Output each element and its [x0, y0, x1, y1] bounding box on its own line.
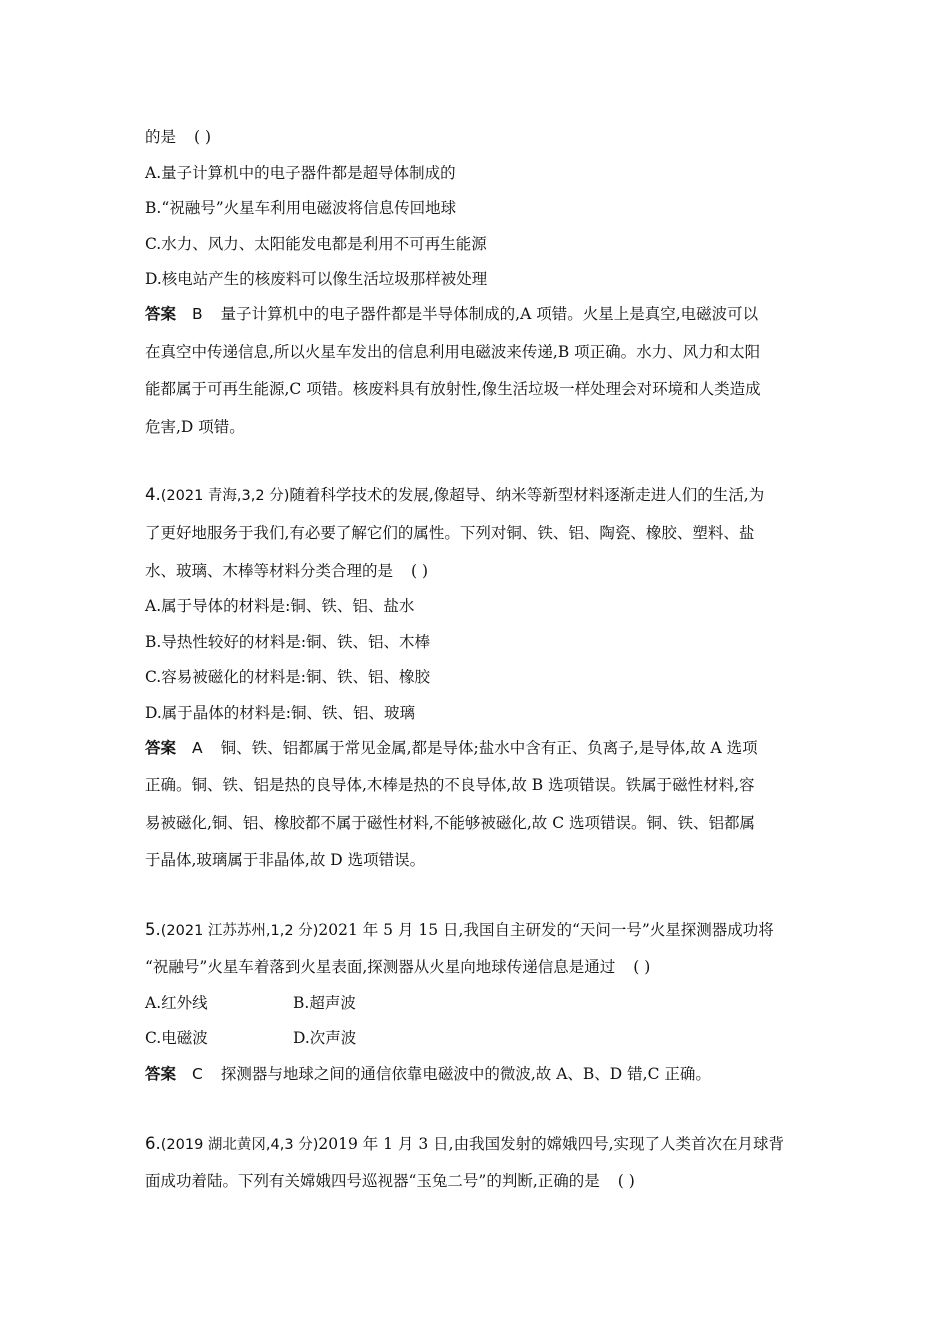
q4-stem-line: 了更好地服务于我们,有必要了解它们的属性。下列对铜、铁、铝、陶瓷、橡胶、塑料、盐	[145, 524, 755, 542]
q6-stem-line	[145, 1134, 784, 1155]
answer-paren: ( )	[411, 562, 429, 580]
answer-key: B	[192, 305, 203, 323]
question-source: (2021 青海,3,2 分)	[160, 488, 290, 504]
question-number: 5.	[145, 920, 161, 939]
q3-option-a: A.量子计算机中的电子器件都是超导体制成的	[145, 164, 456, 182]
q5-option-c: C.电磁波	[145, 1029, 208, 1047]
q5-option-a: A.红外线	[145, 994, 208, 1012]
q4-explanation-line: 于晶体,玻璃属于非晶体,故 D 选项错误。	[145, 851, 426, 869]
text-segment: 2019 年 1 月 3 日,由我国发射的嫦娥四号,实现了人类首次在月球背	[318, 1135, 785, 1153]
q4-option-d: D.属于晶体的材料是:铜、铁、铝、玻璃	[145, 704, 416, 722]
q4-explanation-line: 正确。铜、铁、铝是热的良导体,木棒是热的不良导体,故 B 选项错误。铁属于磁性材料,容	[145, 776, 755, 794]
answer-label: 答案	[145, 305, 177, 323]
text-segment: 的是	[145, 128, 177, 146]
question-source: (2021 江苏苏州,1,2 分)	[160, 923, 319, 939]
q5-stem-line	[145, 920, 774, 941]
question-number: 6.	[145, 1134, 161, 1153]
text-segment: 探测器与地球之间的通信依靠电磁波中的微波,故 A、B、D 错,C 正确。	[220, 1065, 711, 1083]
answer-paren: ( )	[633, 958, 651, 976]
q3-answer	[145, 304, 758, 324]
q4-option-a: A.属于导体的材料是:铜、铁、铝、盐水	[145, 597, 415, 615]
q3-explanation-line: 在真空中传递信息,所以火星车发出的信息利用电磁波来传递,B 项正确。水力、风力和太阳	[145, 343, 761, 361]
q4-answer	[145, 738, 758, 758]
q3-option-c: C.水力、风力、太阳能发电都是利用不可再生能源	[145, 235, 487, 253]
answer-paren: ( )	[194, 128, 212, 146]
q4-stem-line	[145, 561, 428, 581]
q3-option-d: D.核电站产生的核废料可以像生活垃圾那样被处理	[145, 270, 488, 288]
q4-explanation-line: 易被磁化,铜、铝、橡胶都不属于磁性材料,不能够被磁化,故 C 选项错误。铜、铁、铝都属	[145, 814, 755, 832]
q5-option-b: B.超声波	[293, 994, 356, 1012]
answer-label: 答案	[145, 1065, 177, 1083]
question-number: 4.	[145, 485, 161, 504]
q4-option-c: C.容易被磁化的材料是:铜、铁、铝、橡胶	[145, 668, 430, 686]
q4-stem-line	[145, 485, 764, 506]
text-segment: 铜、铁、铝都属于常见金属,都是导体;盐水中含有正、负离子,是导体,故 A 选项	[220, 739, 758, 757]
text-segment: 水、玻璃、木棒等材料分类合理的是	[145, 562, 394, 580]
q5-option-d: D.次声波	[293, 1029, 357, 1047]
q5-answer	[145, 1064, 711, 1084]
text-segment: “祝融号”火星车着落到火星表面,探测器从火星向地球传递信息是通过	[145, 958, 616, 976]
answer-key: C	[192, 1065, 203, 1083]
answer-label: 答案	[145, 739, 177, 757]
q3-explanation-line: 危害,D 项错。	[145, 418, 245, 436]
q3-explanation-line: 能都属于可再生能源,C 项错。核废料具有放射性,像生活垃圾一样处理会对环境和人类造成	[145, 380, 761, 398]
answer-key: A	[192, 739, 203, 757]
q3-stem-line	[145, 127, 211, 147]
text-segment: 面成功着陆。下列有关嫦娥四号巡视器“玉兔二号”的判断,正确的是	[145, 1172, 600, 1190]
q5-stem-line	[145, 957, 650, 977]
answer-paren: ( )	[617, 1172, 635, 1190]
text-segment: 量子计算机中的电子器件都是半导体制成的,A 项错。火星上是真空,电磁波可以	[220, 305, 759, 323]
q3-option-b: B.“祝融号”火星车利用电磁波将信息传回地球	[145, 199, 457, 217]
text-segment: 随着科学技术的发展,像超导、纳米等新型材料逐渐走进人们的生活,为	[289, 486, 765, 504]
q6-stem-line	[145, 1171, 635, 1191]
question-source: (2019 湖北黄冈,4,3 分)	[160, 1137, 319, 1153]
q4-option-b: B.导热性较好的材料是:铜、铁、铝、木棒	[145, 633, 431, 651]
text-segment: 2021 年 5 月 15 日,我国自主研发的“天问一号”火星探测器成功将	[318, 921, 774, 939]
